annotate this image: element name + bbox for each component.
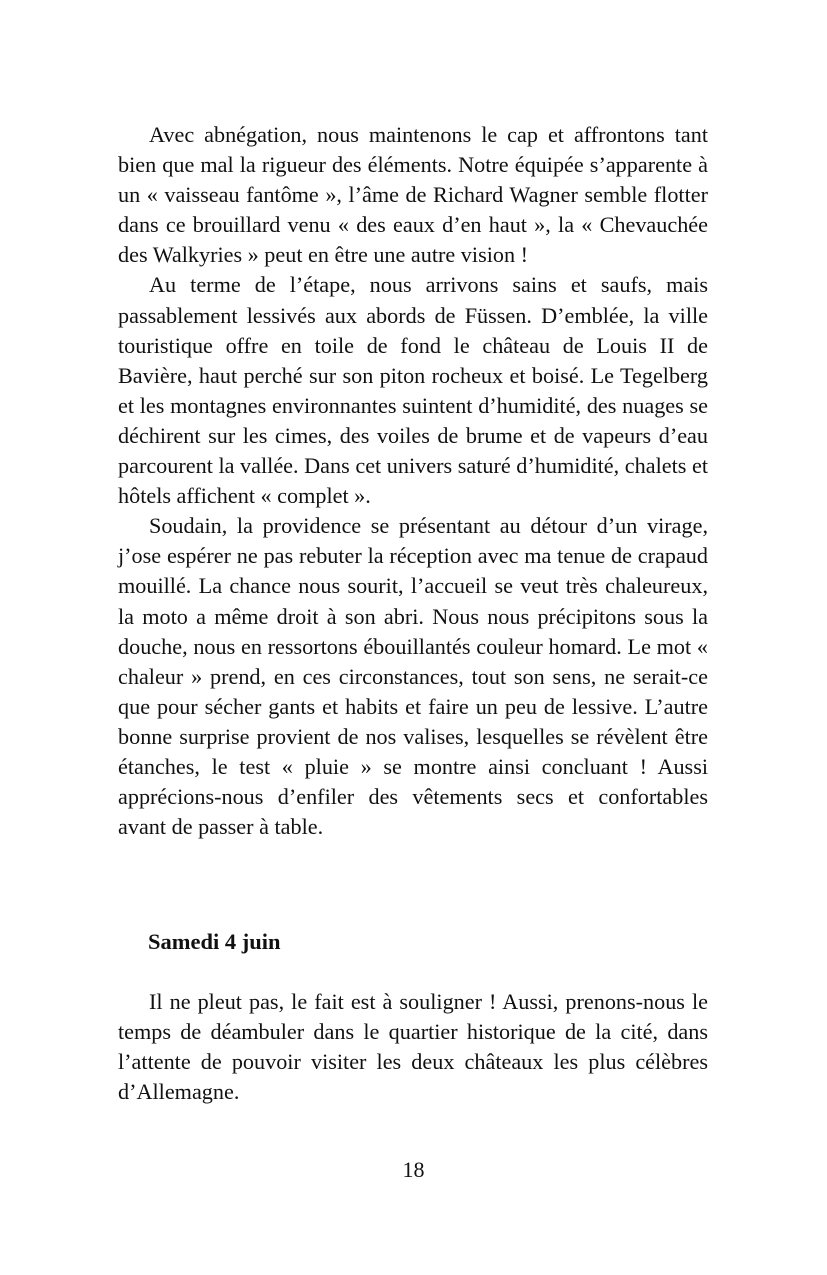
paragraph: Au terme de l’étape, nous arrivons sains et saufs, mais passablement lessivés aux abords de Füssen. D’emblée, la ville touristique offre en toile de fond le château de Louis II de Bavière, haut perché sur son piton rocheux et boisé. Le Tegelberg et les montagnes environnantes suintent d’humidité, des nuages se déchirent sur les cimes, des voiles de brume et de vapeurs d’eau parcourent la vallée. Dans cet univers saturé d’humidité, chalets et hôtels affichent « complet ». [118, 272, 708, 509]
page-number: 18 [402, 1157, 425, 1182]
paragraph: Soudain, la providence se présentant au détour d’un virage, j’ose espérer ne pas rebuter la réception avec ma tenue de crapaud mouillé. La chance nous sourit, l’accueil se veut très chaleureux, la moto a même droit à son abri. Nous nous précipitons sous la douche, nous en ressortons ébouillantés couleur homard. Le mot « chaleur » prend, en ces circonstances, tout son sens, ne serait-ce que pour sécher gants et habits et faire un peu de lessive. L’autre bonne surprise provient de nos valises, lesquelles se révèlent être étanches, le test « pluie » se montre ainsi concluant ! Aussi apprécions-nous d’enfiler des vêtements secs et confortables avant de passer à table. [118, 513, 708, 840]
paragraph: Avec abnégation, nous maintenons le cap et affrontons tant bien que mal la rigueur des éléments. Notre équipée s’apparente à un « vaisseau fantôme », l’âme de Richard Wagner semble flotter dans ce brouillard venu « des eaux d’en haut », la « Chevauchée des Walkyries » peut en être une autre vision ! [118, 122, 708, 268]
paragraph: Il ne pleut pas, le fait est à souligner ! Aussi, prenons-nous le temps de déambuler dans le quartier historique de la cité, dans l’attente de pouvoir visiter les deux châteaux les plus célèbres d’Allemagne. [118, 989, 708, 1105]
text-block-after-heading [118, 987, 708, 1107]
section-heading: Samedi 4 juin [148, 929, 281, 954]
text-block-main [118, 120, 708, 842]
